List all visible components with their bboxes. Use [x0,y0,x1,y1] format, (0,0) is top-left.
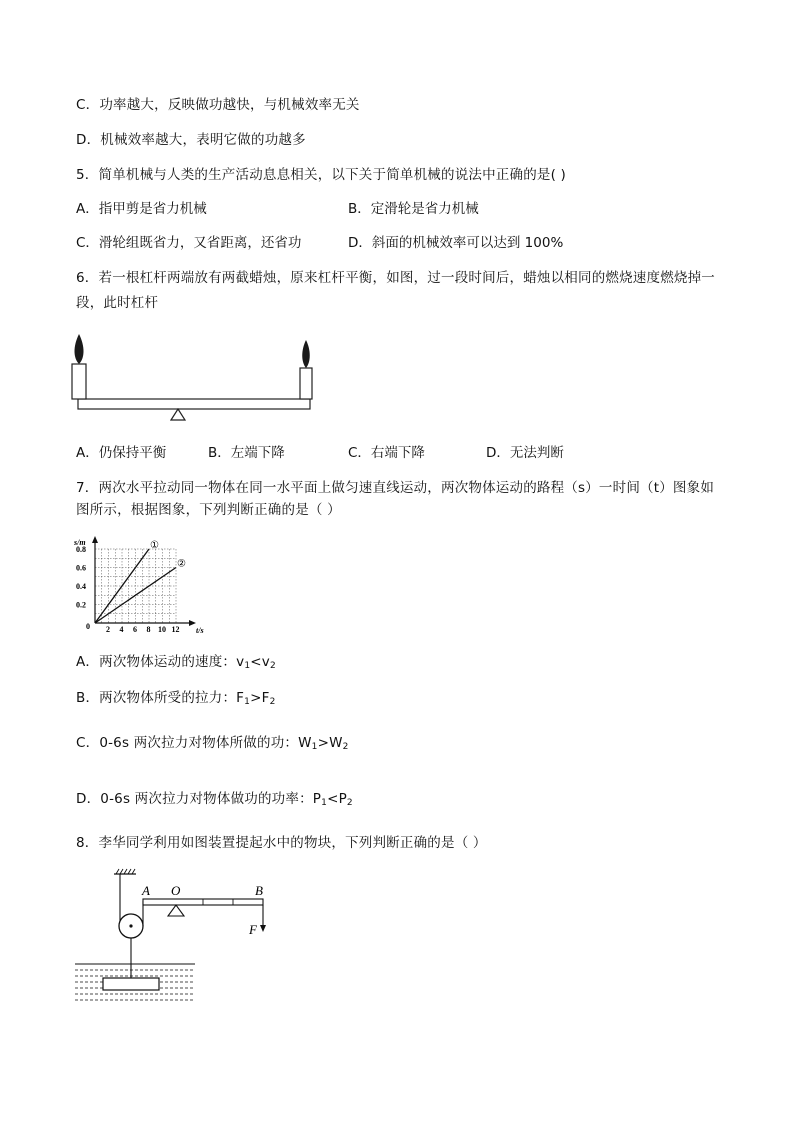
graph-grid [95,549,176,623]
q7-option-a-sub2: 2 [269,661,276,671]
q8-stem: 8．李华同学利用如图装置提起水中的物块，下列判断正确的是（ ） [76,835,487,851]
q5-stem: 5．简单机械与人类的生产活动息息相关，以下关于简单机械的说法中正确的是( ) [76,167,567,183]
q4-option-d: D．机械效率越大，表明它做的功越多 [76,132,306,148]
q4-option-c: C．功率越大，反映做功越快，与机械效率无关 [76,97,360,113]
q7-stem-line1: 7．两次水平拉动同一物体在同一水平面上做匀速直线运动，两次物体运动的路程（s）一时间（t）图象如 [76,480,715,496]
right-flame-icon [302,340,310,368]
q7-option-c-sub1: 1 [311,742,318,752]
q7-option-c-text: C．0-6s 两次拉力对物体所做的功：W [76,735,312,751]
fulcrum-icon [171,409,185,420]
q6-option-d: D．无法判断 [486,445,564,461]
pulley-lever-figure [70,868,280,1013]
x-tick-label: 12 [171,625,180,634]
label-a: A [142,883,150,898]
q7-option-b-compare: >F [250,690,270,706]
lever-candles-figure [60,330,330,425]
y-tick-label: 0.4 [76,582,86,591]
q6-stem-line2: 段，此时杠杆 [76,295,159,311]
q7-option-d-text: D．0-6s 两次拉力对物体做功的功率：P [76,791,322,807]
q7-option-d-sub1: 1 [321,798,328,808]
series-2-label: ② [177,558,186,570]
pulley-axle-icon [129,924,132,927]
q7-option-d-sub2: 2 [346,798,353,808]
x-tick-label: 8 [146,625,151,634]
y-tick-label: 0.2 [76,600,86,610]
y-tick-label: 0.8 [76,545,86,554]
force-arrow-head-icon [260,925,266,932]
series-1-label: ① [150,540,159,551]
label-o: O [171,883,181,898]
q5-option-b: B．定滑轮是省力机械 [348,201,479,217]
y-tick-label: 0.6 [76,563,86,573]
x-tick-label: 6 [133,625,137,634]
fulcrum-o-icon [168,905,184,916]
q7-option-a-sub1: 1 [244,661,251,671]
ceiling-hatch [116,869,135,874]
q7-option-c-compare: >W [317,735,343,751]
q7-option-a [76,652,276,676]
q6-option-b: B．左端下降 [208,445,285,461]
q7-stem-line2: 图所示，根据图象，下列判断正确的是（ ） [76,502,341,518]
q7-option-b-sub1: 1 [244,697,251,707]
left-flame-icon [75,334,84,364]
s-t-graph [70,535,210,635]
q7-option-b [76,688,276,712]
label-f: F [249,922,257,937]
q5-option-a: A．指甲剪是省力机械 [76,201,207,217]
y-axis-arrow-icon [92,536,98,543]
q7-option-b-sub2: 2 [269,697,276,707]
q7-option-b-text: B．两次物体所受的拉力：F [76,690,245,706]
q7-option-c [76,733,349,757]
lever-beam [78,399,310,409]
q6-option-a: A．仍保持平衡 [76,445,167,461]
q5-option-c: C．滑轮组既省力，又省距离，还省功 [76,235,302,251]
q7-option-c-sub2: 2 [342,742,349,752]
q7-option-d [76,789,353,813]
q6-stem-line1: 6．若一根杠杆两端放有两截蜡烛，原来杠杆平衡，如图，过一段时间后，蜡烛以相同的燃烧速度燃烧掉一 [76,270,715,286]
x-tick-label: 4 [119,625,124,634]
left-candle [72,364,86,399]
q6-option-c: C．右端下降 [348,445,425,461]
label-b: B [255,883,263,898]
q7-option-a-compare: <v [250,654,270,670]
x-tick-label: 10 [158,625,166,634]
y-axis-label: s/m [74,538,86,547]
q5-option-d: D．斜面的机械效率可以达到 100% [348,235,564,251]
origin-label: 0 [86,622,90,631]
x-axis-arrow-icon [189,620,196,626]
q7-option-a-text: A．两次物体运动的速度：v [76,654,245,670]
submerged-block [103,978,159,990]
right-candle [300,368,312,399]
x-tick-label: 2 [106,625,110,634]
q7-option-d-compare: <P [327,791,347,807]
x-axis-label: t/s [196,626,204,635]
